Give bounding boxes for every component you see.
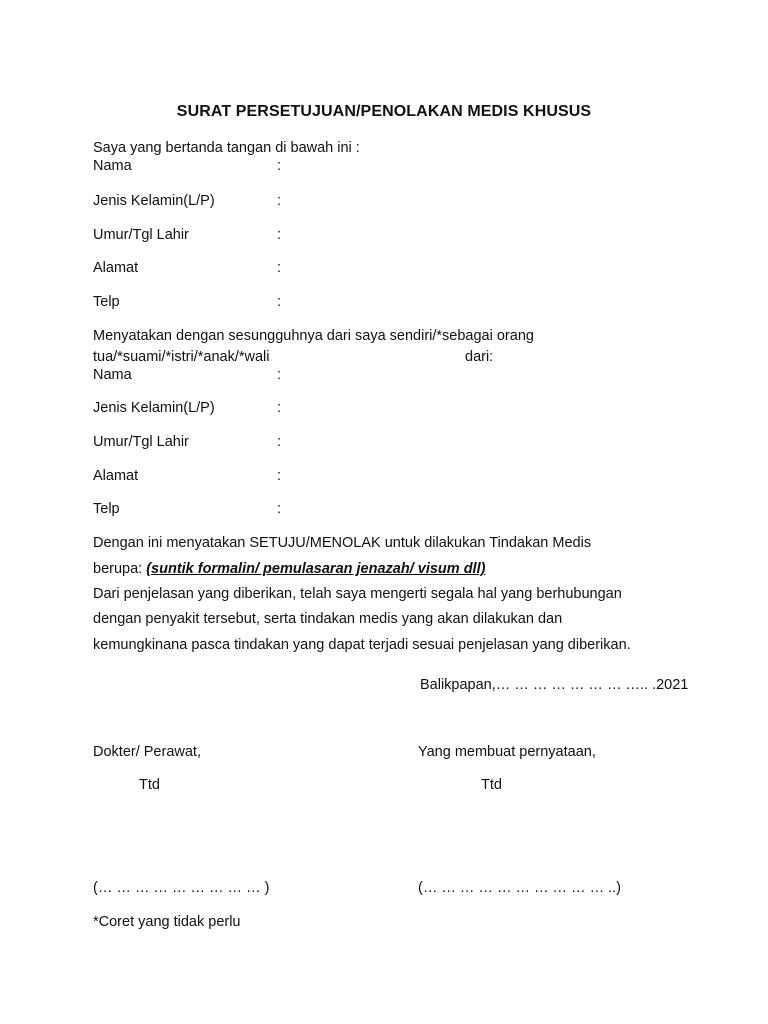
signature-left-name: (… … … … … … … … … )	[93, 880, 270, 896]
s2-label-jenis-kelamin: Jenis Kelamin(L/P)	[93, 400, 215, 416]
signature-left-role: Dokter/ Perawat,	[93, 744, 201, 760]
s2-colon-telp: :	[277, 501, 282, 517]
signature-right-role: Yang membuat pernyataan,	[418, 744, 596, 760]
consent-line-2	[93, 562, 485, 577]
consent-line-4: dengan penyakit tersebut, serta tindakan medis yang akan dilakukan dan	[93, 611, 563, 627]
statement-line-2-left: tua/*suami/*istri/*anak/*wali	[93, 349, 270, 365]
signature-right-name: (… … … … … … … … … … ..)	[418, 880, 621, 896]
s1-label-alamat: Alamat	[93, 260, 139, 276]
s1-colon-nama: :	[277, 158, 282, 174]
s1-colon-alamat: :	[277, 260, 282, 276]
s1-colon-umur: :	[277, 227, 282, 243]
consent-line-3: Dari penjelasan yang diberikan, telah saya mengerti segala hal yang berhubungan	[93, 586, 622, 602]
intro-text: Saya yang bertanda tangan di bawah ini :	[93, 140, 360, 156]
consent-line-5: kemungkinana pasca tindakan yang dapat terjadi sesuai penjelasan yang diberikan.	[93, 637, 631, 653]
s1-label-telp: Telp	[93, 294, 120, 310]
statement-line-1: Menyatakan dengan sesungguhnya dari saya sendiri/*sebagai orang	[93, 328, 534, 344]
s1-label-jenis-kelamin: Jenis Kelamin(L/P)	[93, 193, 215, 209]
signature-right-ttd: Ttd	[481, 777, 502, 793]
s2-label-alamat: Alamat	[93, 468, 139, 484]
signature-left-ttd: Ttd	[139, 777, 160, 793]
consent-procedure-options: (suntik formalin/ pemulasaran jenazah/ visum dll)	[146, 561, 486, 577]
s2-colon-umur: :	[277, 434, 282, 450]
statement-line-2-right: dari:	[465, 349, 494, 365]
s1-colon-jenis-kelamin: :	[277, 193, 282, 209]
consent-line-1: Dengan ini menyatakan SETUJU/MENOLAK untuk dilakukan Tindakan Medis	[93, 535, 592, 551]
s1-label-umur: Umur/Tgl Lahir	[93, 227, 189, 243]
footnote: *Coret yang tidak perlu	[93, 914, 241, 930]
s2-label-telp: Telp	[93, 501, 120, 517]
s1-colon-telp: :	[277, 294, 282, 310]
consent-line-2-prefix: berupa:	[93, 561, 147, 577]
s2-colon-jenis-kelamin: :	[277, 400, 282, 416]
s2-label-nama: Nama	[93, 367, 132, 383]
s1-label-nama: Nama	[93, 158, 132, 174]
s2-colon-alamat: :	[277, 468, 282, 484]
place-date: Balikpapan,… … … … … … … ….. .2021	[420, 677, 689, 693]
s2-label-umur: Umur/Tgl Lahir	[93, 434, 189, 450]
s2-colon-nama: :	[277, 367, 282, 383]
document-title: SURAT PERSETUJUAN/PENOLAKAN MEDIS KHUSUS	[176, 103, 592, 120]
